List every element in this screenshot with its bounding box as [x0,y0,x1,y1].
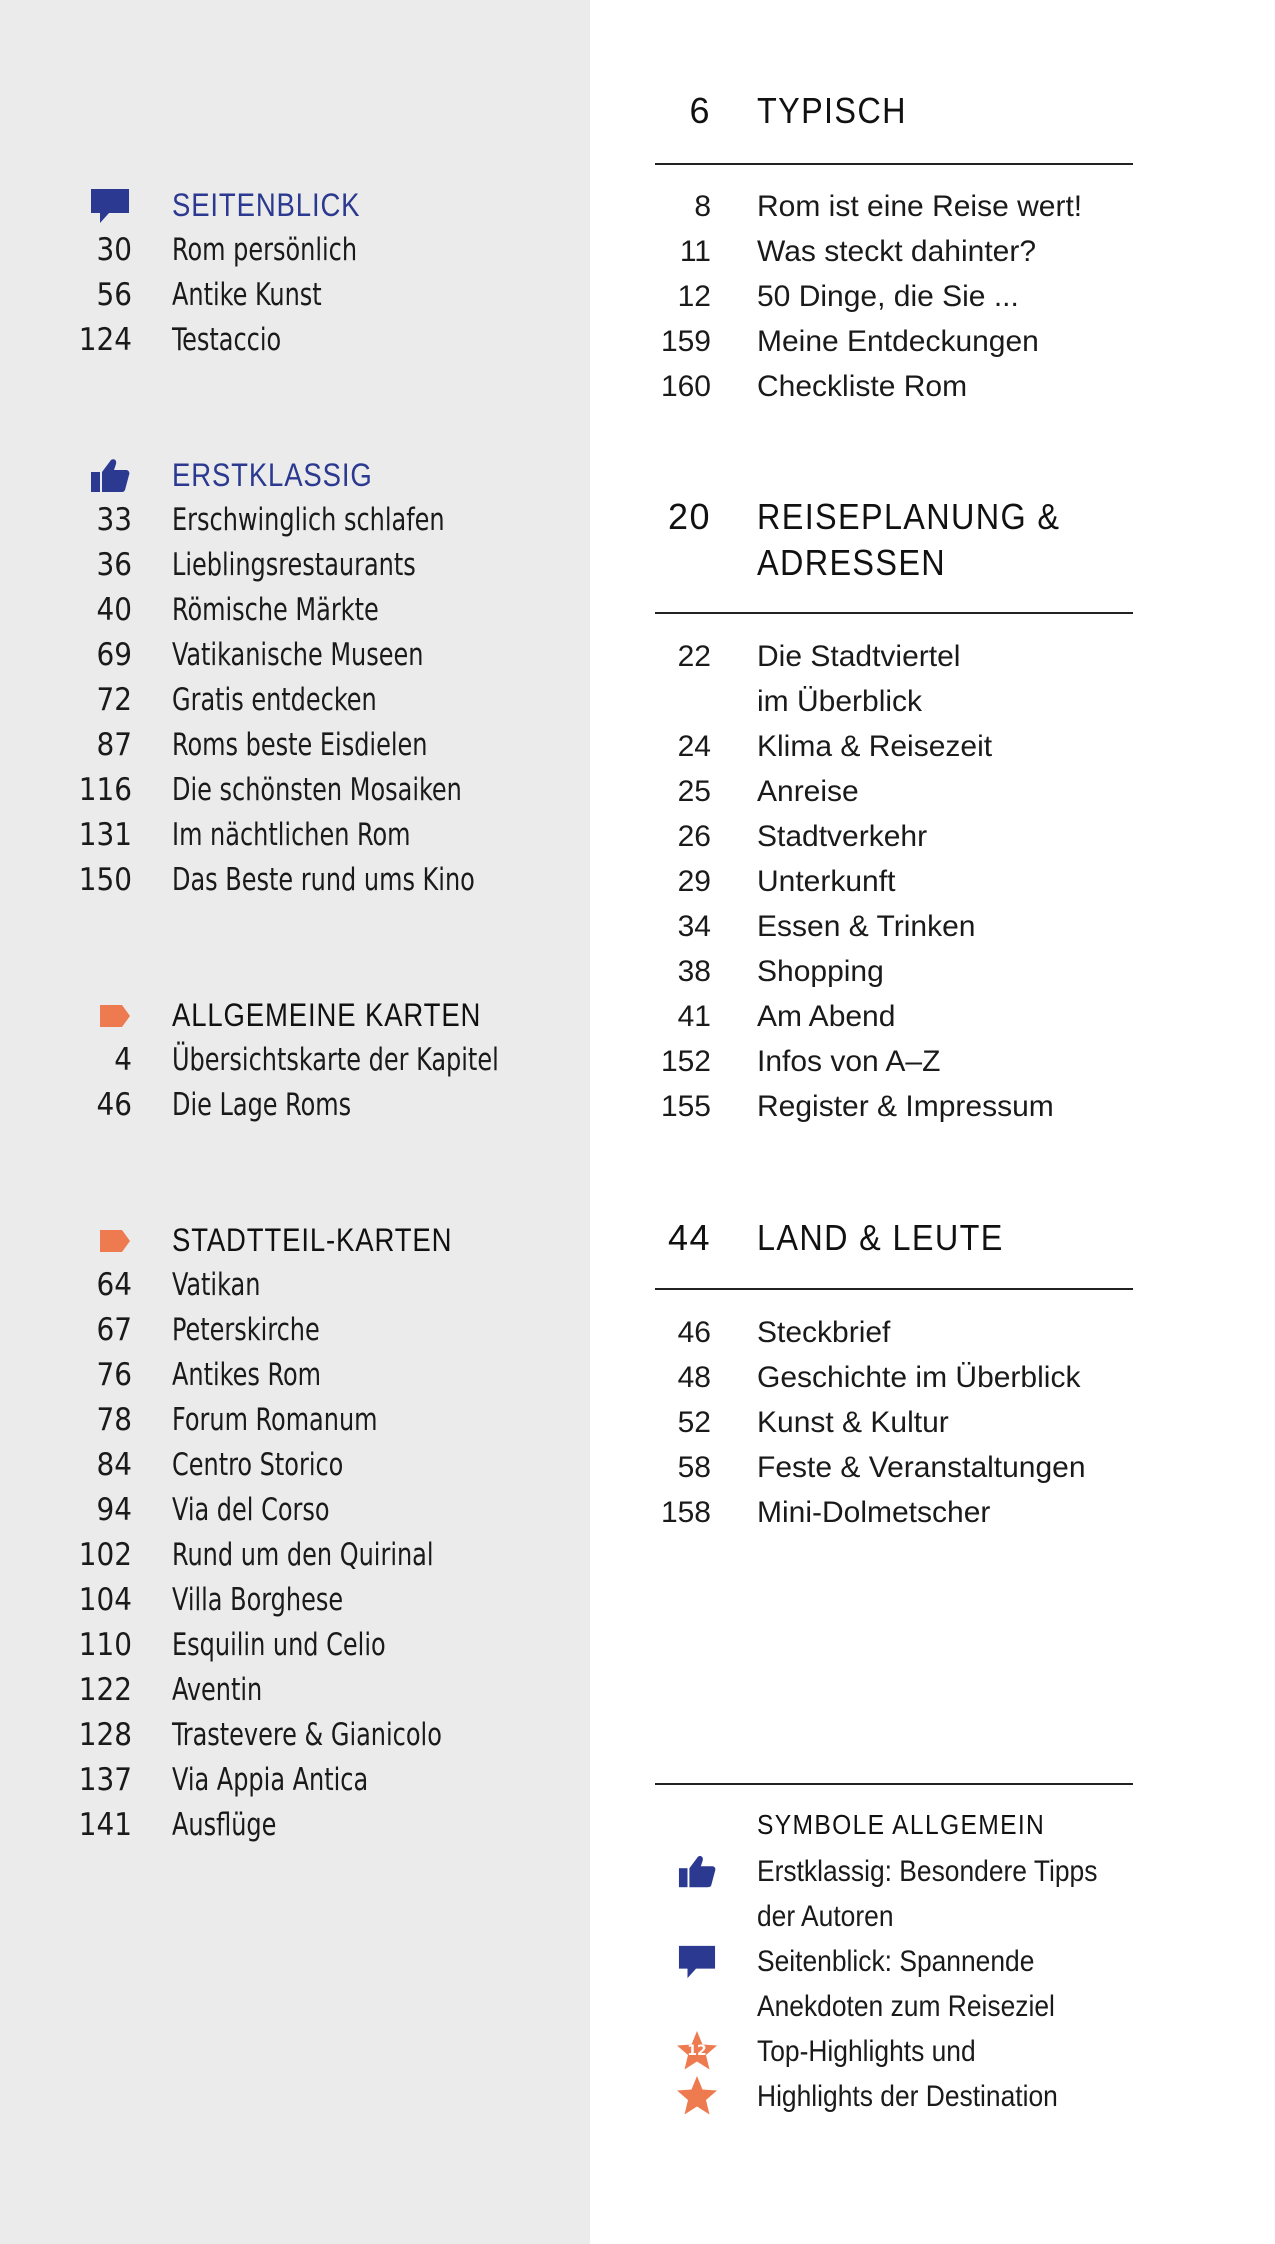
toc-entry[interactable] [0,588,590,633]
entry-label: Shopping [757,955,884,988]
chapter-title: TYPISCH [757,90,907,131]
toc-entry[interactable] [0,1803,590,1848]
symbol-description: der Autoren [757,1900,894,1933]
chapter-heading [655,494,1155,586]
entry-label: Trastevere & Gianicolo [172,1717,442,1753]
toc-entry[interactable] [0,498,590,543]
section-title: SEITENBLICK [172,187,361,223]
entry-page: 58 [677,1451,711,1484]
entry-label: Rom persönlich [172,232,358,268]
chapter-page: 44 [667,1217,711,1258]
entry-page: 141 [78,1807,132,1843]
toc-entry[interactable] [0,1668,590,1713]
entry-label: Die schönsten Mosaiken [172,772,462,808]
map-tag-icon [93,993,137,1038]
symbol-description: Anekdoten zum Reiseziel [757,1990,1055,2023]
entry-page: 94 [96,1492,132,1528]
entry-page: 40 [96,592,132,628]
entry-label: Villa Borghese [172,1582,344,1618]
toc-entry[interactable] [0,228,590,273]
entry-label: Kunst & Kultur [757,1406,949,1439]
entry-label: Was steckt dahinter? [757,235,1037,268]
toc-entry[interactable] [655,364,1155,409]
toc-entry[interactable] [0,633,590,678]
entry-page: 122 [78,1672,132,1708]
entry-page: 102 [78,1537,132,1573]
entry-label: Steckbrief [757,1316,891,1349]
toc-entry[interactable] [0,318,590,363]
divider [655,1783,1133,1785]
entry-page: 12 [677,280,711,313]
entry-label: Im nächtlichen Rom [172,817,411,853]
toc-entry[interactable] [0,1443,590,1488]
toc-entry[interactable] [655,724,1155,769]
entry-page: 46 [677,1316,711,1349]
entry-label: Centro Storico [172,1447,344,1483]
entry-page: 76 [96,1357,132,1393]
entry-page: 56 [96,277,132,313]
toc-entry[interactable] [655,769,1155,814]
divider [655,612,1133,614]
entry-label: Antikes Rom [172,1357,321,1393]
entry-page: 84 [96,1447,132,1483]
symbol-description: Highlights der Destination [757,2080,1058,2113]
entry-label: Roms beste Eisdielen [172,727,428,763]
entry-page: 52 [677,1406,711,1439]
star-number: 12 [687,2043,707,2059]
entry-label: 50 Dinge, die Sie ... [757,280,1019,313]
entry-label: Stadtverkehr [757,820,928,853]
entry-label: Gratis entdecken [172,682,377,718]
symbol-description: Erstklassig: Besondere Tipps [757,1855,1098,1888]
toc-entry[interactable] [0,858,590,903]
entry-page: 34 [677,910,711,943]
entry-label: Das Beste rund ums Kino [172,862,475,898]
toc-entry[interactable] [0,1578,590,1623]
entry-label: Via del Corso [172,1492,330,1528]
entry-label: Checkliste Rom [757,370,968,403]
entry-page: 25 [677,775,711,808]
toc-entry[interactable] [655,859,1155,904]
toc-entry[interactable] [0,723,590,768]
star-number-icon [675,2028,719,2073]
entry-page: 11 [679,235,711,268]
entry-page: 64 [96,1267,132,1303]
entry-page: 69 [96,637,132,673]
entry-page: 87 [96,727,132,763]
toc-entry[interactable] [0,1263,590,1308]
toc-entry[interactable] [0,1308,590,1353]
entry-page: 110 [78,1627,132,1663]
toc-entry[interactable] [0,1533,590,1578]
entry-page: 152 [660,1045,711,1078]
entry-page: 24 [677,730,711,763]
toc-entry[interactable] [0,273,590,318]
toc-entry[interactable] [655,1490,1155,1535]
section-title: STADTTEIL-KARTEN [172,1222,453,1258]
toc-entry[interactable] [655,229,1155,274]
entry-label: Erschwinglich schlafen [172,502,445,538]
entry-label: Rom ist eine Reise wert! [757,190,1083,223]
toc-entry[interactable] [655,904,1155,949]
toc-entry[interactable] [0,543,590,588]
entry-label: Peterskirche [172,1312,320,1348]
entry-page: 33 [96,502,132,538]
entry-label: Am Abend [757,1000,896,1033]
entry-label: Ausflüge [172,1807,277,1843]
toc-entry[interactable] [0,1713,590,1758]
entry-label: Vatikanische Museen [172,637,424,673]
entry-page: 104 [78,1582,132,1618]
entry-page: 26 [677,820,711,853]
entry-page: 38 [677,955,711,988]
divider [655,163,1133,165]
section-title: ALLGEMEINE KARTEN [172,997,482,1033]
entry-label: Übersichtskarte der Kapitel [172,1042,499,1078]
chapter-page: 6 [689,90,711,131]
entry-page: 67 [96,1312,132,1348]
entry-page: 41 [677,1000,711,1033]
symbol-description: Seitenblick: Spannende [757,1945,1035,1978]
entry-label: Testaccio [172,322,282,358]
entry-page: 155 [660,1090,711,1123]
toc-entry[interactable] [655,949,1155,994]
entry-page: 137 [78,1762,132,1798]
entry-label: Rund um den Quirinal [172,1537,434,1573]
entry-page: 22 [677,640,711,673]
entry-page: 29 [677,865,711,898]
chapter-page: 20 [667,496,711,537]
section-title: ERSTKLASSIG [172,457,373,493]
symbol-description: Top-Highlights und [757,2035,976,2068]
toc-entry[interactable] [655,1355,1155,1400]
toc-entry[interactable] [0,1038,590,1083]
chapter-heading [655,88,1155,134]
toc-entry[interactable] [655,1445,1155,1490]
toc-entry[interactable] [655,634,1155,679]
entry-label: Register & Impressum [757,1090,1054,1123]
entry-label: Mini-Dolmetscher [757,1496,991,1529]
entry-label: Via Appia Antica [172,1762,369,1798]
chapter-heading [655,1215,1155,1261]
toc-entry[interactable] [655,1039,1155,1084]
entry-page: 4 [114,1042,132,1078]
toc-entry[interactable] [0,1353,590,1398]
toc-entry[interactable] [0,768,590,813]
entry-label: Römische Märkte [172,592,379,628]
thumbs-up-icon [675,1849,719,1894]
toc-entry[interactable] [655,1084,1155,1129]
entry-label: Lieblingsrestaurants [172,547,416,583]
entry-page: 78 [96,1402,132,1438]
toc-entry[interactable] [655,1400,1155,1445]
entry-page: 36 [96,547,132,583]
thumbs-up-icon [88,453,132,498]
entry-label: Essen & Trinken [757,910,976,943]
toc-entry[interactable] [655,184,1155,229]
entry-label: Aventin [172,1672,263,1708]
entry-page: 46 [96,1087,132,1123]
entry-label: Die Lage Roms [172,1087,352,1123]
toc-entry[interactable] [0,1623,590,1668]
toc-entry[interactable] [0,1083,590,1128]
toc-entry[interactable] [0,1758,590,1803]
entry-label: Geschichte im Überblick [757,1361,1081,1394]
symbols-title: SYMBOLE ALLGEMEIN [757,1809,1046,1840]
star-icon [675,2073,719,2118]
toc-entry[interactable] [655,679,1155,724]
entry-page: 128 [78,1717,132,1753]
entry-page: 160 [660,370,711,403]
entry-label: im Überblick [757,685,923,718]
map-tag-icon [93,1218,137,1263]
toc-entry[interactable] [0,678,590,723]
entry-label: Antike Kunst [172,277,322,313]
entry-page: 116 [78,772,132,808]
toc-entry[interactable] [0,813,590,858]
entry-page: 158 [660,1496,711,1529]
entry-label: Infos von A–Z [757,1045,941,1078]
entry-label: Feste & Veranstaltungen [757,1451,1086,1484]
entry-page: 30 [96,232,132,268]
entry-label: Unterkunft [757,865,896,898]
entry-page: 150 [78,862,132,898]
toc-entry[interactable] [655,1310,1155,1355]
entry-label: Anreise [757,775,859,808]
entry-page: 72 [96,682,132,718]
divider [655,1288,1133,1290]
entry-label: Vatikan [172,1267,261,1303]
entry-label: Esquilin und Celio [172,1627,386,1663]
entry-page: 48 [677,1361,711,1394]
toc-entry[interactable] [655,994,1155,1039]
toc-entry[interactable] [0,1488,590,1533]
entry-page: 124 [78,322,132,358]
entry-label: Klima & Reisezeit [757,730,993,763]
chapter-title-line2: ADRESSEN [757,542,947,583]
entry-label: Meine Entdeckungen [757,325,1039,358]
toc-entry[interactable] [655,274,1155,319]
speech-bubble-icon [675,1939,719,1984]
entry-page: 8 [694,190,711,223]
toc-entry[interactable] [0,1398,590,1443]
speech-bubble-icon [88,183,132,228]
entry-label: Die Stadtviertel [757,640,961,673]
entry-page: 131 [78,817,132,853]
chapter-title-line1: REISEPLANUNG & [757,496,1061,537]
entry-label: Forum Romanum [172,1402,378,1438]
toc-entry[interactable] [655,814,1155,859]
entry-page: 159 [660,325,711,358]
chapter-title: LAND & LEUTE [757,1217,1004,1258]
toc-entry[interactable] [655,319,1155,364]
